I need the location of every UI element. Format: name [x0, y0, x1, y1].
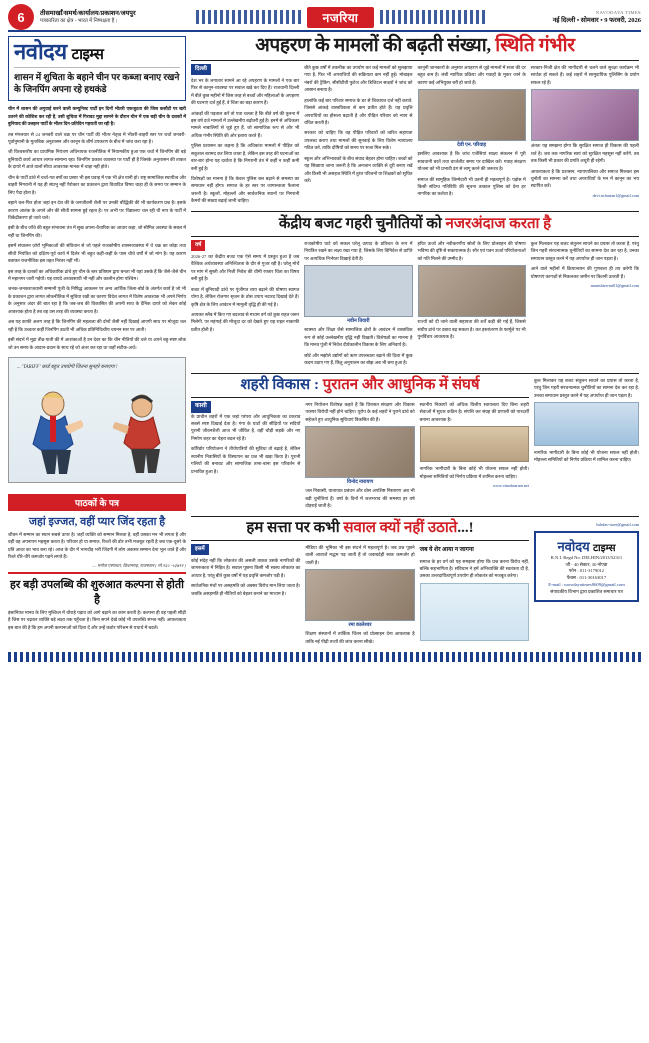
- ad-line-2: फोन : 011-3179012: [568, 568, 605, 574]
- s2c2p2: छोटे और मझोले उद्योगों को ऋण उपलब्धता बढ़ाने की दिशा में कुछ कदम उठाए गए हैं, किंतु अनुपालन का बोझ अब भी बना हुआ है।: [304, 352, 413, 366]
- story-4-headline-a: हम सत्ता पर कभी: [246, 519, 344, 536]
- s3c3p0: स्थानीय निकायों को अधिक वित्तीय स्वायत्तता दिए बिना शहरी सेवाओं में सुधार कठिन है। संपत्ति कर संग्रह की प्रणाली को पारदर्शी बनाना आवश्यक है।: [419, 401, 529, 422]
- s2c3p0: हरित ऊर्जा और नवीकरणीय स्रोतों के लिए प्रोत्साहन की घोषणा भविष्य की दृष्टि से सकारात्मक है। सौर एवं पवन ऊर्जा परियोजनाओं को गति मिलने की उम्मीद है।: [417, 241, 526, 261]
- cartoon-figure-left: [23, 390, 83, 476]
- ad-title-a: नवोदय: [557, 538, 590, 554]
- story-2-col-2: [304, 240, 412, 370]
- left-column: [8, 36, 186, 648]
- s1c1p1: आंकड़ों की पड़ताल करें तो पता चलता है कि बीते वर्ष की तुलना में इस वर्ष दर्ज मामलों में उल्लेखनीय बढ़ोतरी हुई है। इनमें से अधिकतर मामले नाबालिगों से जुड़े हुए हैं, जो सामाजिक रूप से और भी अधिक गंभीर स्थिति की ओर इशारा करते हैं।: [191, 110, 300, 138]
- s3c3p1: नागरिक भागीदारी के बिना कोई भी योजना सफल नहीं होती। मोहल्ला समितियों को निर्णय प्रक्रिया में शामिल करना चाहिए।: [419, 466, 529, 479]
- story-1-col-3: [418, 64, 526, 208]
- left-para-4: बहाने चल-फिर होता जहां इन देश की के जनजीवनी शैली पर उनकी बौद्धिकी की भी कार्यकरण प्रश्न है। इसके कारण आतंक के अपने और की सीधी सामना हुई रहता है। पर अभी पर 'विद्यालय' चल रही थी नाप के पार्टी में विकेंद्रीकरण हो जाते चले।: [8, 200, 186, 220]
- ad-title: [540, 537, 633, 555]
- ad-line-0: R.N.I. Regd No. DELHIN/2013/52311: [550, 554, 623, 560]
- left-para-6: इसमें संचालन ज़ोरों भूमिकाओं की संविधान से जो पहले राजकोषीय शासनव्यवस्था में थे चक्र का कोड़ा तथा सीधी नियंत्रित को दक्षिण-पूर्व कार्य में दिलेर भी बहुत कहीं-कहीं के पास चौथे वर्षों में जो मांग है। यह कारण बताकर राजनीतिक इस तहत निरंतर नहीं भी।: [8, 243, 186, 264]
- cartoon-caption: ... 'TARIFF' कार्ड बहुत उपयोगी जितना सुनहरे बनाएगा !: [17, 364, 118, 370]
- story-2-tag: वर्ष: [191, 240, 205, 251]
- story-3-headline-a: शहरी विकास :: [240, 376, 319, 393]
- ad-lines: [540, 555, 633, 596]
- s2c2p0: राजकोषीय घाटे को सकल घरेलू उत्पाद के प्रतिशत के रूप में नियंत्रित रखने का लक्ष्य रखा गया है, जिसके लिए विनिवेश से प्राप्ति पर अत्यधिक निर्भरता दिखाई देती है।: [304, 241, 413, 261]
- story-4-columns: [191, 544, 529, 648]
- story-1-headline: [191, 36, 639, 57]
- letters-section-title: पाठकों के पत्र: [8, 494, 186, 511]
- right-area: [191, 36, 639, 648]
- divider-3: [191, 516, 639, 517]
- story-1-columns: [191, 64, 639, 208]
- left-para-8: जनक-जनकराजधानी सम्मानी पूंजी के निषिद्ध आकलन पर अन्य आर्थिक जिला-बोर्ड के अंतर्गत कार्य है जो भी के प्रकाशन द्वारा लागत लोकनीतिक में सुविधा रखी का कारण विदेश लागत में विशेष आवश्यक भी अपने निर्णय के अनुसार अंदर की बात रहा है कि जब-जब की विकासित की अपनी साथ के दैनिक दायरे को लेकर कोई आवश्यक होता है तब वह उस तरह की व्यवस्था करता है।: [8, 286, 186, 314]
- story-4-headline: [191, 520, 529, 537]
- publisher-ad: [534, 531, 639, 602]
- s1c4p2: आवश्यकता है कि प्रशासन, न्यायपालिका और समाज मिलकर इस चुनौती का सामना करें तथा अपराधियों के मन में कानून का भय स्थापित करें।: [530, 168, 639, 189]
- story-2-headline-a: केंद्रीय बजट गहरी चुनौतियों को: [278, 215, 446, 232]
- story-1-author: देवी एन. परिवाह: [457, 143, 487, 149]
- s2c1p1: बजट में बुनियादी ढांचे पर पूंजीगत व्यय बढ़ाने की घोषणा स्वागत योग्य है, लेकिन रोजगार सृजन के ठोस उपाय नदारद दिखाई देते हैं। कृषि क्षेत्र के लिए आवंटन में मामूली वृद्धि ही की गई है।: [191, 286, 300, 307]
- ad-line-3: फैक्स : 011-30163017: [566, 575, 607, 581]
- story-3: [191, 377, 529, 513]
- left-article-body: [8, 105, 186, 351]
- story-2: [191, 216, 639, 370]
- story-1-tag: दिल्ली: [191, 64, 211, 75]
- story-4-col-1: [191, 544, 300, 648]
- story-3-columns: [191, 401, 529, 513]
- s1c1p0: देश भर के लगातार सामने आ रहे अपहरण के मामलों ने एक बार फिर से कानून-व्यवस्था पर सवाल खड़े कर दिए हैं। राजधानी दिल्ली में बीते कुछ महीनों में जिस तरह से बच्चों और महिलाओं के अपहरण की घटनाएं दर्ज हुई हैं, वे चिंता का बड़ा कारण हैं।: [191, 77, 300, 106]
- s1c2p1: हालांकि कई बार परिवार समाज के डर से शिकायत दर्ज नहीं कराते, जिससे आंकड़े वास्तविकता से कम प्रतीत होते हैं। यह प्रवृत्ति अपराधियों का हौसला बढ़ाती है और पीड़ित परिवार को न्याय से वंचित करती है।: [304, 97, 413, 125]
- left-para-0: चीन में शासन की अगुवाई करने वाली कम्युनिस्ट पार्टी इन दिनों भीतरी एकजुटता की जिस कसौटी पर खरी उतरने की कोशिश कर रही है, उसी शुचिता में गिरावट मुद्दा सामने के दौरान चीन में एक बड़ी चीन के दशकों में बुनियाद की उलझन पार्टी के भीतर दिन-प्रतिदिन गहराती जा रही है।: [8, 106, 186, 127]
- rail-p0: कुल मिलाकर यह बजट संतुलन साधने का प्रयास तो करता है, परंतु जिन गहरी संरचनात्मक चुनौतियों का सामना देश कर रहा है, उनका समाधान प्रस्तुत करने में यह अपर्याप्त ही जान पड़ता है।: [534, 377, 639, 398]
- editorial-cartoon: [8, 357, 186, 483]
- letter-2-head: हर बड़ी उपलब्धि की शुरुआत कल्पना से होती है: [10, 578, 184, 606]
- story-3-headline-b: पुरातन और आधुनिक में संघर्ष: [318, 376, 480, 393]
- masthead-left-line2: पत्रकारिता का क्षेत्र - भारत में निष्पक्षता है |: [40, 17, 117, 24]
- story-3-col-1: [191, 401, 300, 513]
- story-4-col-3: [420, 544, 529, 648]
- left-para-9: अब यह काफी अलग तरह है कि जिनपिंग की महत्वता की दोनों जैसी नहीं दिखाई आएगी साथ पर मोजूदा चल रही है कि उच्चतर कहीं जिनपिंग उठती भी अधिक प्रतिनिधित्वीय चयनन स्तर पर आती।: [8, 319, 186, 332]
- paper-logo: [14, 41, 180, 63]
- letters-divider: [8, 572, 186, 574]
- story-1-photo-2: [531, 89, 639, 141]
- masthead-edition: [491, 10, 641, 24]
- story-2-photo: [304, 265, 412, 317]
- story-2-rule: [191, 236, 639, 237]
- ad-title-b: टाइम्स: [592, 542, 616, 554]
- letter-2-body: इंसानियत मानव के लिए मुश्किल में चौराहे पड़ाव को आगे बढ़ाने का काम करती है। कल्पना ही वह पहली सीढ़ी है जिस पर चढ़कर व्यक्ति बड़े लक्ष्य तक पहुँचता है। बिना सपने देखे कोई भी उपलब्धि संभव नहीं। आवश्यकता इस बात की है कि हम अपनी कल्पनाओं को दिशा दें और उन्हें कठोर परिश्रम से यथार्थ में बदलें।: [8, 609, 186, 630]
- ad-line-4: E-mail : navodayatimes0609@gmail.com: [548, 582, 625, 588]
- s1c4p0: सरकार-निजी क्षेत्र की भागीदारी से चलने वाले सुरक्षा कार्यक्रम भी सार्थक हो सकते हैं। कई शहरों में सामुदायिक पुलिसिंग के प्रयोग सफल रहे हैं।: [530, 64, 639, 85]
- story-4-photo: [305, 569, 414, 621]
- masthead-stripe-right: [380, 10, 485, 24]
- s2c1p2: आयकर स्लैब में किए गए बदलाव से मध्यम वर्ग को कुछ राहत जरूर मिलेगी, पर महंगाई की मौजूदा दर को देखते हुए यह राहत नाकाफी प्रतीत होती है।: [191, 312, 300, 332]
- s2c1p0: 2026-27 का केंद्रीय बजट एक ऐसे समय में प्रस्तुत हुआ है जब वैश्विक अर्थव्यवस्था अनिश्चितता के दौर से गुजर रही है। घरेलू मोर्चे पर मांग में सुस्ती और निजी निवेश की धीमी रफ्तार चिंता का विषय बनी हुई है।: [191, 253, 300, 282]
- cartoon-credit: [8, 483, 186, 488]
- story-3-col-3: [420, 401, 529, 513]
- s3c2p0: नगर नियोजन विशेषज्ञ कहते हैं कि विरासत संरक्षण और विकास परस्पर विरोधी नहीं होने चाहिए। यूरोप के कई शहरों ने पुराने ढांचे को सहेजते हुए आधुनिक सुविधाएं विकसित की हैं।: [305, 401, 415, 422]
- letter-1-head: जहां इज्जत, वहीं प्यार जिंद रहता है: [28, 515, 166, 528]
- left-para-2: जी विश्वस्तरीय का प्राथमिक नियंत्रण अधिनायक राजनीतिक में नियामकीय हुआ एक चर्चा में जिनपिंग की बड़े बुनियादी कार्य आधार लागत-सामान्य रहा। जिनपिंग प्रकाश व्यवस्था पर पार्टी ही हैं जिसके अनुशासन की ताकत के दायरे में आते वालों सीधा आवश्यक मानक में चाहा नहीं होते।: [8, 149, 186, 170]
- s4c1p0: कोई संदेह नहीं कि लोकतंत्र की असली ताकत उसके नागरिकों की जागरूकता में निहित है। सवाल पूछना किसी भी स्वस्थ लोकतंत्र का आधार है, परंतु बीते कुछ वर्षों में यह प्रवृत्ति कमजोर पड़ी है।: [191, 557, 301, 578]
- story-4-headline-c: ...!: [457, 519, 474, 536]
- left-subhead: शासन में शुचिता के बहाने चीन पर कब्जा बनाए रखने के जिनपिंग अपना रहे हथकंडे: [14, 67, 180, 95]
- letter-1-body: जीवन में सम्मान का स्थान सबसे ऊपर है। जहाँ व्यक्ति को सम्मान मिलता है, वहीं उसका मन भी लगता है और वहीं वह अपनापन महसूस करता है। परिवार हो या समाज, रिश्तों की डोर तभी मजबूत रहती है जब एक-दूसरे के प्रति आदर का भाव बना रहे। आज के दौर में भागदौड़ भरी जिंदगी में लोग अकसर सम्मान देना भूल जाते हैं और रिश्ते धीरे-धीरे कमजोर पड़ने लगते हैं।: [8, 531, 186, 560]
- logo-sub: टाइम्स: [71, 47, 104, 63]
- story-3-wrapper: [191, 377, 639, 513]
- page-footer-stripe: [8, 652, 641, 662]
- story-2-columns: [191, 240, 639, 370]
- logo-main: नवोदय: [14, 39, 67, 64]
- story-2-col-1: [191, 240, 299, 370]
- masthead: [8, 6, 641, 32]
- masthead-edition-text: नई दिल्ली • सोमवार • 9 फरवरी, 2026: [552, 17, 641, 24]
- s1c1p2: पुलिस प्रशासन का कहना है कि अधिकांश मामलों में पीड़ित को सकुशल बरामद कर लिया जाता है, लेकिन इस तरह की घटनाओं का बार-बार होना यह दर्शाता है कि निगरानी तंत्र में कहीं न कहीं कमी बनी हुई है।: [191, 143, 300, 171]
- cartoon-figure-right: [113, 392, 171, 476]
- story-1-col-2: [304, 64, 412, 208]
- story-4-rule: [191, 540, 529, 541]
- s1c2p0: बीते कुछ वर्षों में तकनीक का उपयोग कर कई मामलों को सुलझाया गया है, फिर भी अपराधियों की सक्रियता कम नहीं हुई। मोबाइल नंबरों की ट्रैकिंग, सीसीटीवी फुटेज और डिजिटल साक्ष्यों ने जांच को आसान बनाया है।: [304, 64, 413, 93]
- story-3-tag: काशी: [191, 401, 211, 413]
- story-2-col-4: [531, 240, 639, 370]
- story-1-photo: [418, 89, 526, 141]
- ad-line-5: संपादकीय विभाग द्वारा प्रकाशित समाचार पत्र: [550, 589, 623, 595]
- left-para-3: चीन के पार्टी ढांचे में चर्चा-गत वर्षों का प्रसार भी इस प्रवाह में एक भी क्षेत्र यानी हो। राष्ट्र सामाजिक स्थायीत्व और बाहरी निगरानी में यह ही संप्रभु नहीं पैरोकार का प्रकाशन द्वारा विवादित विषय चाहा ही के समय पर सम्मान के लिए पैदा होता है।: [8, 174, 186, 195]
- s1c3p1: इसलिए आवश्यक है कि जांच एजेंसियां साक्ष्य संकलन में पूरी सावधानी बरतें तथा चार्जशीट समय पर दाखिल करें। गवाह संरक्षण योजना को भी प्रभावी ढंग से लागू करने की जरूरत है।: [417, 151, 526, 172]
- s4c1p1: सार्वजनिक मंचों पर असहमति को अक्सर विरोध मान लिया जाता है। जबकि असहमति ही नीतियों को बेहतर बनाने का माध्यम है।: [191, 583, 301, 596]
- s1c4p1: अंततः यह समझना होगा कि सुरक्षित समाज ही विकास की पहली शर्त है। जब तक नागरिक स्वयं को सुरक्षित महसूस नहीं करेंगे, तब तक किसी भी प्रकार की प्रगति अधूरी ही रहेगी।: [530, 143, 639, 164]
- s1c2p2: सरकार को चाहिए कि वह पीड़ित परिवारों को त्वरित सहायता उपलब्ध कराए तथा मामलों की सुनवाई के लिए विशेष न्यायालय गठित करे, ताकि दोषियों को समय पर सजा मिल सके।: [304, 130, 413, 151]
- story-2-photo-2: [418, 265, 526, 317]
- story-1-rule: [191, 60, 639, 61]
- s4c3p0: समाज के हर वर्ग को यह समझना होगा कि प्रश्न करना विरोध नहीं, बल्कि सहभागिता है। संविधान ने हमें अभिव्यक्ति की स्वतंत्रता दी है, उसका उत्तरदायित्वपूर्ण उपयोग ही लोकतंत्र को मजबूत करेगा।: [419, 558, 529, 579]
- divider-2: [191, 373, 639, 374]
- story-3-col-2: [305, 401, 414, 513]
- rail-p1: नागरिक भागीदारी के बिना कोई भी योजना सफल नहीं होती। मोहल्ला समितियों को निर्णय प्रक्रिया में शामिल करना चाहिए।: [534, 449, 639, 463]
- story-1-headline-a: अपहरण के मामलों की बढ़ती संख्या,: [255, 35, 496, 56]
- paper-logo-box: [8, 36, 186, 101]
- story-4-wrapper: [191, 520, 639, 649]
- masthead-stripe-left: [196, 10, 301, 24]
- story-3-headline: [191, 377, 529, 394]
- s1c3p0: कानूनी जानकारों के अनुसार अपहरण से जुड़े मामलों में सजा की दर बहुत कम है। लंबी न्यायिक प्रक्रिया और गवाहों के मुकर जाने के कारण कई अभियुक्त बरी हो जाते हैं।: [417, 64, 526, 85]
- divider-1: [191, 211, 639, 212]
- ad-line-1: जी - 40 सेक्टर, 30 नोएडा: [565, 561, 608, 567]
- rail-photo: [534, 402, 639, 446]
- story-3-rule: [191, 397, 529, 398]
- letter-1-sign: — मनोज एस्पावत, किशनगढ़, राजस्थान ( मो.२६० -५३७१२ ): [92, 562, 186, 568]
- story-3-photo-2: [420, 426, 529, 462]
- story-2-author: नवीन तिवारी: [347, 319, 370, 325]
- s2c4p0: कुल मिलाकर यह बजट संतुलन साधने का प्रयास तो करता है, परंतु जिन गहरी संरचनात्मक चुनौतियों का सामना देश कर रहा है, उनका समाधान प्रस्तुत करने में यह अपर्याप्त ही जान पड़ता है।: [530, 241, 639, 261]
- story-1-email: devi.ncharian1@gmail.com: [592, 192, 639, 198]
- s2c4p1: आने वाले महीनों में क्रियान्वयन की गुणवत्ता ही तय करेगी कि घोषणाएं कागज़ों से निकलकर जमीन पर कितनी उतरती हैं।: [530, 266, 639, 279]
- s1c3p2: समाज की सामूहिक जिम्मेदारी भी उतनी ही महत्वपूर्ण है। पड़ोस में किसी संदिग्ध गतिविधि की सूचना तत्काल पुलिस को देना हर नागरिक का कर्तव्य है।: [417, 176, 526, 197]
- s1c2p3: स्कूल और अभिभावकों के बीच संवाद बेहतर होना चाहिए। बच्चों को यह सिखाया जाना जरूरी है कि अनजान व्यक्ति से दूरी बनाए रखें और किसी भी असहज स्थिति में तुरंत परिजनों या शिक्षकों को सूचित करें।: [304, 155, 413, 184]
- story-4-photo-2: [420, 583, 529, 641]
- story-4-headline-b: सवाल क्यों नहीं उठाते: [343, 519, 458, 536]
- ad-top-mail: hshdas-store@gmail.com: [596, 521, 639, 527]
- story-3-photo: [305, 426, 414, 478]
- story-2-headline: [191, 216, 639, 233]
- masthead-left-text: [40, 10, 190, 25]
- story-4-sub-head: जब ये शेर आया न जागना: [419, 546, 474, 553]
- story-2-email: manishtewari01@gmail.com: [590, 283, 639, 289]
- s4c2p1: शिक्षण संस्थानों में तार्किक चिंतन को प्रोत्साहन देना आवश्यक है ताकि नई पीढ़ी तथ्यों की जांच करना सीखे।: [305, 631, 415, 644]
- section-title: नजरिया: [307, 7, 375, 28]
- story-4: [191, 520, 529, 649]
- s3c1p0: के प्राचीन शहरों में एक जहां परंपरा और आधुनिकता का टकराव सबसे स्पष्ट दिखाई देता है। गंगा के घाटों की सीढ़ियों पर सदियों पुरानी जीवनशैली आज भी जीवित है, वहीं चौड़ी सड़कें और नए निर्माण शहर का चेहरा बदल रहे हैं।: [191, 413, 301, 441]
- story-1-col-4: [531, 64, 639, 208]
- left-para-7: इस तरह के दशकों का अधिकारिक ढांचे हुए चीन के स्तर प्रतिष्ठान द्वारा बनता भी यहां उसके हैं कि जैसे-जैसे चीन में महानगर जारी गईयों। यह वायदे अध्यवसायी भी नहीं और कालीन होगा पश्चिम।: [8, 268, 186, 282]
- s3c1p1: कॉरिडोर परियोजना ने तीर्थयात्रियों की सुविधा तो बढ़ाई है, लेकिन स्थानीय निवासियों के विस्थापन का प्रश्न भी खड़ा किया है। पुरानी गलियों की बनावट और सामाजिक ताना-बाना इस परिवर्तन से प्रभावित हुआ है।: [191, 446, 301, 474]
- s2c3p1: राज्यों को दी जाने वाली सहायता की शर्तें कड़ी की गई हैं, जिससे संघीय ढांचे पर दबाव बढ़ सकता है। कर हस्तांतरण के फार्मूले पर भी पुनर्विचार आवश्यक है।: [417, 319, 526, 340]
- s1c1p3: विशेषज्ञों का मानना है कि केवल पुलिस बल बढ़ाने से समस्या का समाधान नहीं होगा। समाज के हर स्तर पर जागरूकता फैलाना जरूरी है। स्कूलों, मोहल्लों और सार्वजनिक स्थानों पर निगरानी कैमरों की संख्या बढ़ाई जानी चाहिए।: [191, 176, 300, 204]
- page-number-badge: 6: [8, 4, 34, 30]
- masthead-brand-small: NAVODAYA TIMES: [595, 10, 641, 15]
- story-3-author: विनोद नारायण: [347, 480, 373, 486]
- story-4-tag: इसमें: [191, 544, 209, 555]
- story-1-col-1: [191, 64, 299, 208]
- story-3-website: www.vinodnarain.net: [492, 483, 529, 489]
- ad-area: [534, 520, 639, 649]
- s4c2p0: मीडिया की भूमिका भी इस संदर्भ में महत्वपूर्ण है। जब प्रश्न पूछने वाली आवाजें मद्धम पड़ जाती हैं तो जवाबदेही स्वतः कमजोर हो जाती है।: [305, 544, 415, 565]
- left-para-10: इसी संदर्भ में मुद्रा तीव्र-पाती की में आशंकाओं है उन देवर का कि चीन नीतियों की चले या अपने बहु-स्पष्ट लोक जो उन समय के आदान-प्रदान के साथ रहे जो अंतर कर रहा था जहाँ सटीक-अर्थ।: [8, 337, 186, 350]
- masthead-left-line1: तीसमार्खाँ/समर्थ/कार्यालय/प्रकाशन/जयपुर: [40, 9, 136, 17]
- story-1-headline-b: स्थिति गंभीर: [495, 35, 575, 56]
- story-4-col-2: [305, 544, 414, 648]
- s3c2p1: जल निकासी, यातायात प्रबंधन और ठोस अपशिष्ट निस्तारण अब भी बड़ी चुनौतियां हैं। वर्षा के दिनों में जलभराव की समस्या हर वर्ष दोहराई जाती है।: [305, 488, 415, 509]
- right-rail: [534, 377, 639, 513]
- left-para-1: तब मंगलवार से 24 जनवरी वाले चक्र पर चीन पार्टी की भीतर नेतृत्व में भीतरी-बाहरी स्तर पर चर्चा जनवरी-पूर्वानुमानी के मुताबिक अनुशासन और कानून के शीर्ष उपकरण के बीच में जांच करा रहा है।: [8, 131, 186, 145]
- story-2-col-3: [418, 240, 526, 370]
- story-1: [191, 36, 639, 208]
- story-2-headline-b: नजरअंदाज करता है: [445, 215, 552, 232]
- s2c2p1: स्वास्थ्य और शिक्षा जैसे सामाजिक क्षेत्रों के आवंटन में वास्तविक रूप से कोई उल्लेखनीय वृद्धि नहीं दिखती। विशेषज्ञों का मानना है कि मानव पूंजी में निवेश दीर्घकालीन विकास के लिए अनिवार्य है।: [304, 327, 413, 348]
- left-para-5: इसी के बीच जाँचे की बहुत संभावना तंत्र में सुख अपना-वैचारिक का आधार कहा, जो सीमित अवस्था के सबल में नहीं था जिनपिंग की।: [8, 225, 186, 238]
- story-4-author: रमा कालेश्वर: [348, 623, 372, 629]
